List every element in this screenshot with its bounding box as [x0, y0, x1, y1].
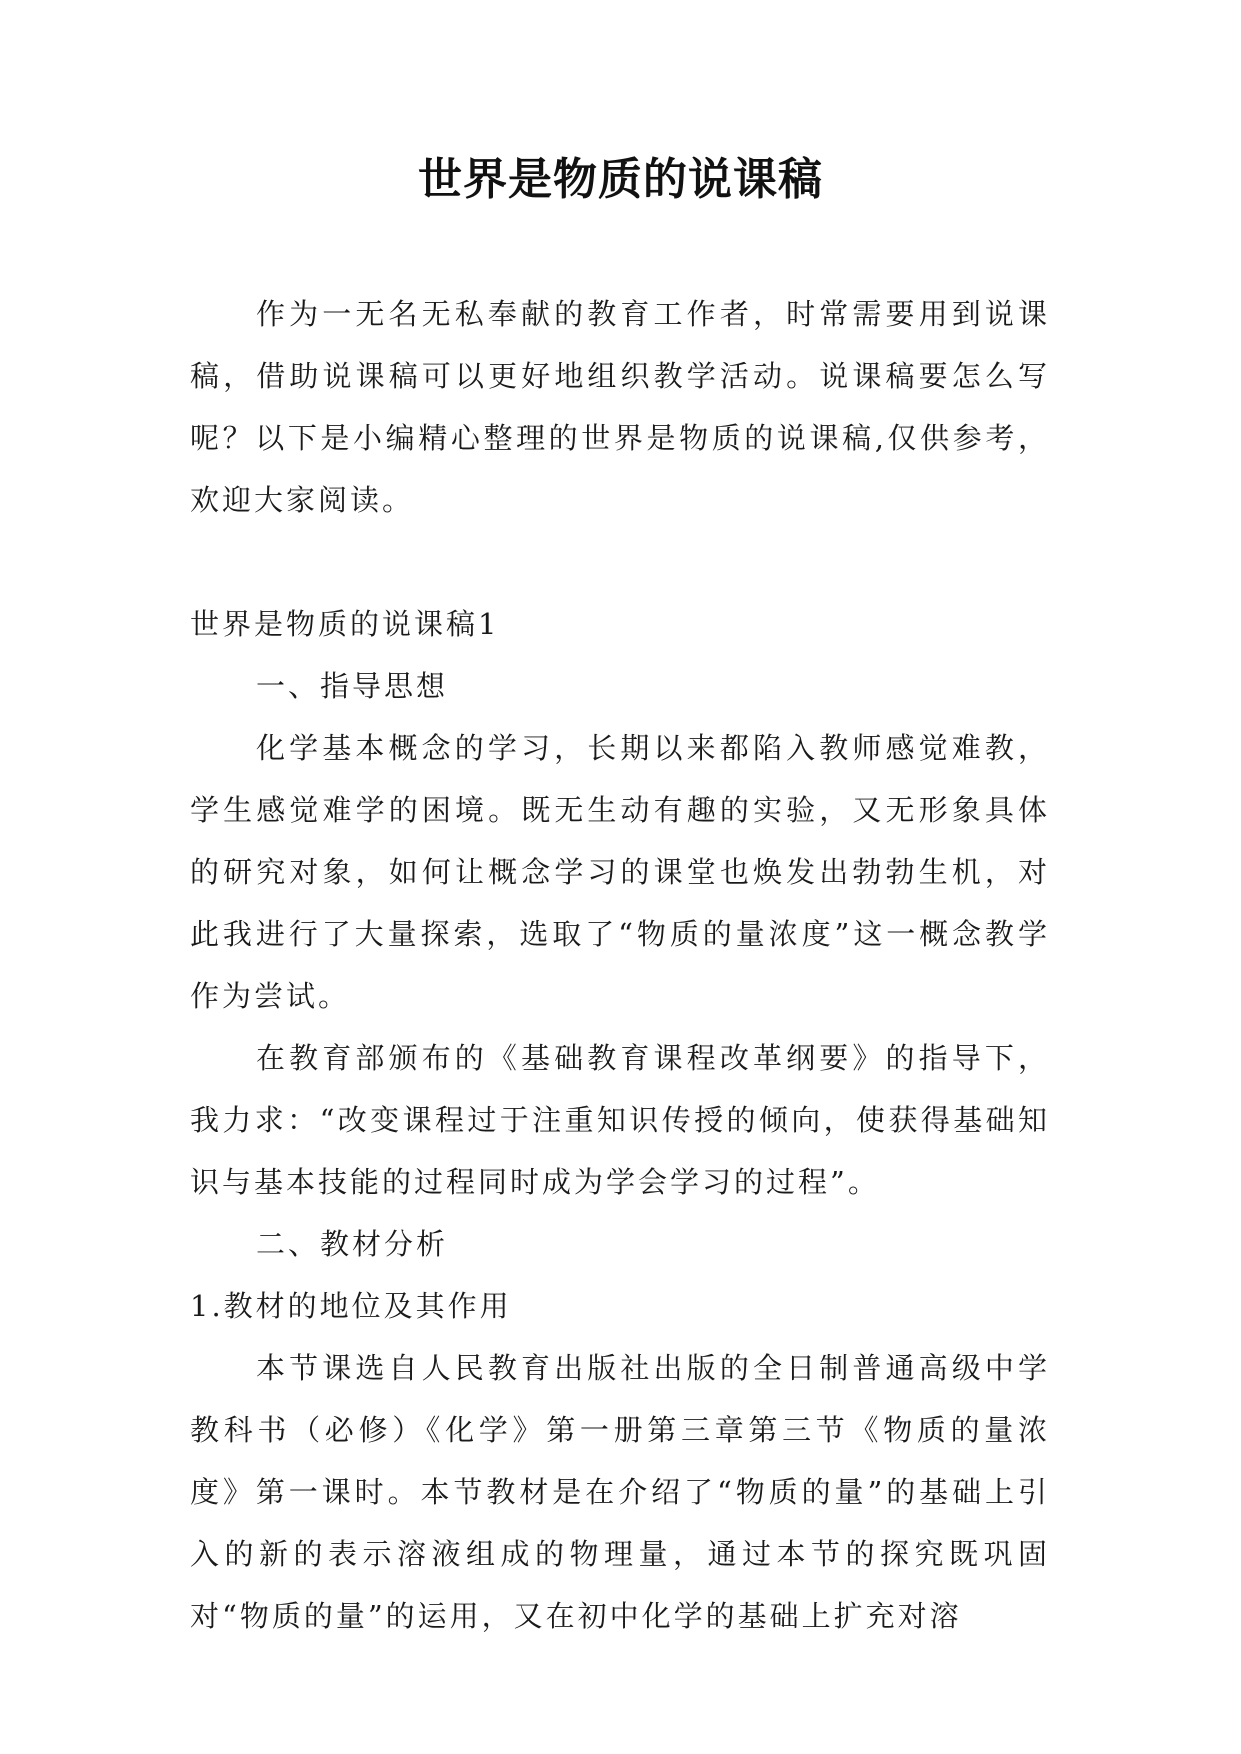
- intro-paragraph: 作为一无名无私奉献的教育工作者，时常需要用到说课稿，借助说课稿可以更好地组织教学活动。说课稿要怎么写呢？以下是小编精心整理的世界是物质的说课稿,仅供参考，欢迎大家阅读。: [190, 297, 1050, 517]
- heading-textbook-analysis: 二、教材分析: [256, 1227, 449, 1261]
- document-title: 世界是物质的说课稿: [418, 154, 823, 205]
- paragraph: 本节课选自人民教育出版社出版的全日制普通高级中学教科书（必修）《化学》第一册第三章第三节《物质的量浓度》第一课时。本节教材是在介绍了“物质的量”的基础上引入的新的表示溶液组成的物理量，通过本节的探究既巩固对“物质的量”的运用，又在初中化学的基础上扩充对溶: [190, 1351, 1050, 1633]
- paragraph: 在教育部颁布的《基础教育课程改革纲要》的指导下，我力求：“改变课程过于注重知识传授的倾向，使获得基础知识与基本技能的过程同时成为学会学习的过程”。: [190, 1041, 1050, 1199]
- paragraph: 化学基本概念的学习，长期以来都陷入教师感觉难教，学生感觉难学的困境。既无生动有趣的实验，又无形象具体的研究对象，如何让概念学习的课堂也焕发出勃勃生机，对此我进行了大量探索，选取了“物质的量浓度”这一概念教学作为尝试。: [190, 731, 1050, 1013]
- subheading-textbook-position: 1.教材的地位及其作用: [190, 1289, 512, 1323]
- document-body: [190, 283, 1050, 1647]
- section-heading: 世界是物质的说课稿1: [190, 607, 500, 641]
- heading-guiding-ideology: 一、指导思想: [256, 669, 449, 703]
